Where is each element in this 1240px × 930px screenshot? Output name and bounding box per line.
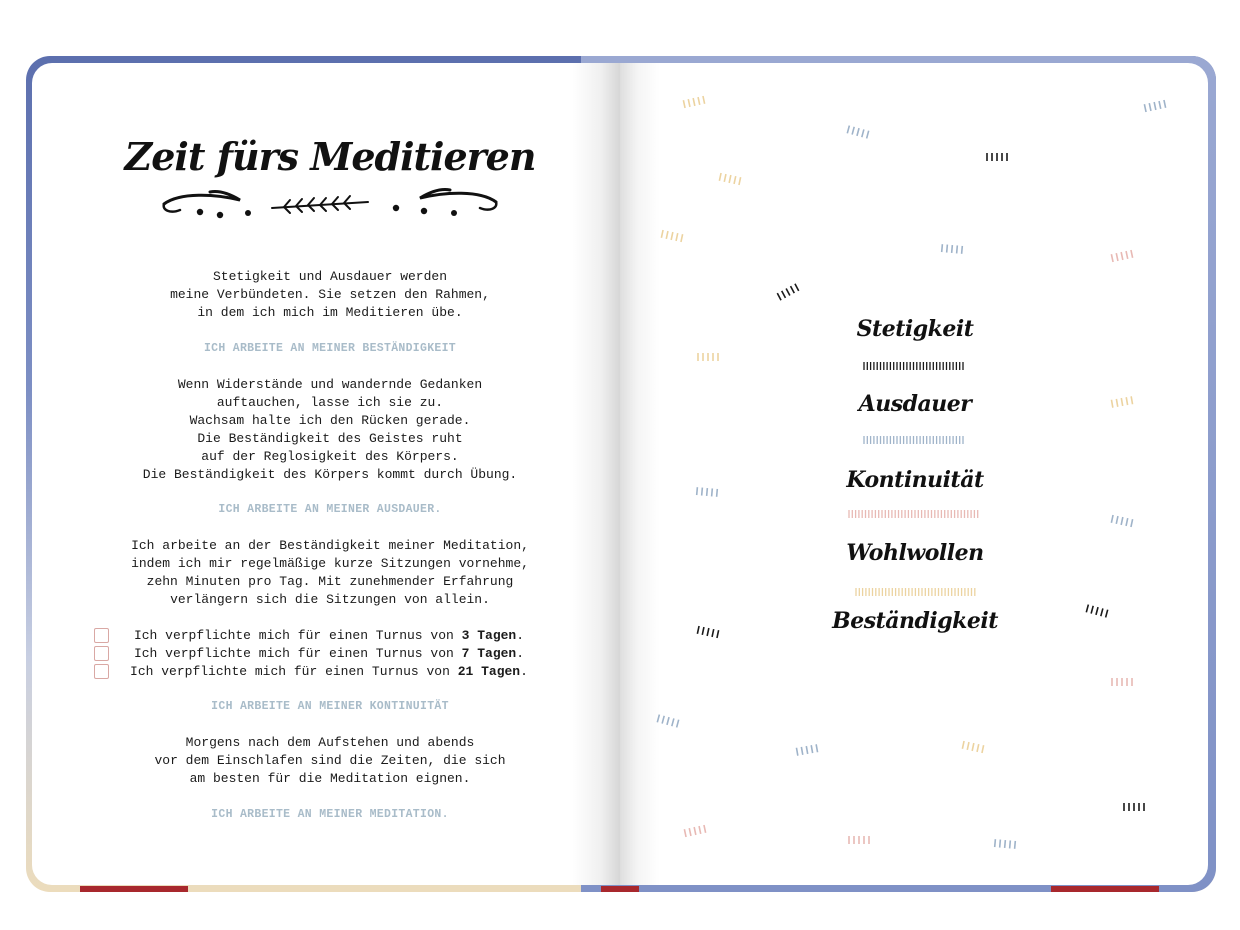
tick-mark-icon (1144, 100, 1165, 112)
tick-mark-icon (1111, 250, 1132, 262)
tick-mark-icon (719, 173, 740, 185)
tick-mark-icon (684, 825, 705, 837)
paragraph-morgens: Morgens nach dem Aufstehen und abends vor dem Einschlafen sind die Zeiten, die sich am besten für die Meditation eignen. (154, 735, 506, 786)
section-heading-kontinuitaet: ICH ARBEITE AN MEINER KONTINUITÄT (211, 700, 449, 713)
tick-mark-icon (697, 487, 718, 497)
checkbox-label: Ich verpflichte mich für einen Turnus von 3 Tagen. (133, 628, 525, 643)
tick-mark-icon (962, 741, 983, 753)
tick-mark-icon (1112, 678, 1132, 686)
tick-mark-icon (1124, 803, 1144, 811)
tick-mark-icon (995, 839, 1016, 849)
paragraph-widerstaende: Wenn Widerstände und wandernde Gedanken auftauchen, lasse ich sie zu. Wachsam halte ich den Rücken gerade. Die Beständigkeit des Geistes ruht auf der Reglosigkeit des Körpers. Die Beständigkeit des Körpers kommt durch Übung. (142, 377, 518, 482)
word-stetigkeit: Stetigkeit (856, 316, 974, 342)
tick-mark-icon (657, 715, 678, 728)
tick-mark-icon (942, 244, 963, 254)
word-stripe (856, 588, 975, 596)
word-stripe (864, 362, 963, 370)
tick-mark-icon (1086, 605, 1107, 618)
page-title: Zeit fürs Meditieren (124, 134, 536, 179)
tick-mark-icon (796, 744, 817, 755)
section-heading-meditation: ICH ARBEITE AN MEINER MEDITATION. (211, 808, 449, 821)
word-stripe (849, 510, 978, 518)
word-wohlwollen: Wohlwollen (846, 540, 984, 566)
checkbox-label: Ich verpflichte mich für einen Turnus von 7 Tagen. (133, 646, 525, 661)
section-heading-ausdauer: ICH ARBEITE AN MEINER AUSDAUER. (218, 503, 442, 516)
paragraph-regelmaessig: Ich arbeite an der Beständigkeit meiner Meditation, indem ich mir regelmäßige kurze Sitzungen vornehme, zehn Minuten pro Tag. Mit zunehmender Erfahrung verlängern sich die Sitzungen von allein. (131, 538, 529, 607)
tick-mark-icon (697, 626, 718, 638)
tick-mark-icon (849, 836, 869, 844)
tick-mark-icon (1111, 396, 1132, 407)
tick-mark-icon (777, 284, 798, 300)
word-kontinuitaet: Kontinuität (846, 467, 984, 493)
intro-paragraph: Stetigkeit und Ausdauer werden meine Verbündeten. Sie setzen den Rahmen, in dem ich mich im Meditieren übe. (170, 269, 490, 320)
tick-mark-icon (847, 126, 868, 139)
checkbox-label: Ich verpflichte mich für einen Turnus von 21 Tagen. (130, 664, 528, 679)
word-bestaendigkeit: Beständigkeit (832, 608, 998, 634)
word-ausdauer: Ausdauer (858, 391, 972, 417)
tick-mark-icon (683, 96, 704, 108)
word-stripe (864, 436, 963, 444)
tick-mark-icon (1111, 515, 1132, 527)
tick-mark-icon (698, 353, 718, 361)
section-heading-bestaendigkeit: ICH ARBEITE AN MEINER BESTÄNDIGKEIT (203, 342, 457, 355)
tick-mark-icon (661, 230, 682, 242)
tick-mark-icon (987, 153, 1007, 161)
